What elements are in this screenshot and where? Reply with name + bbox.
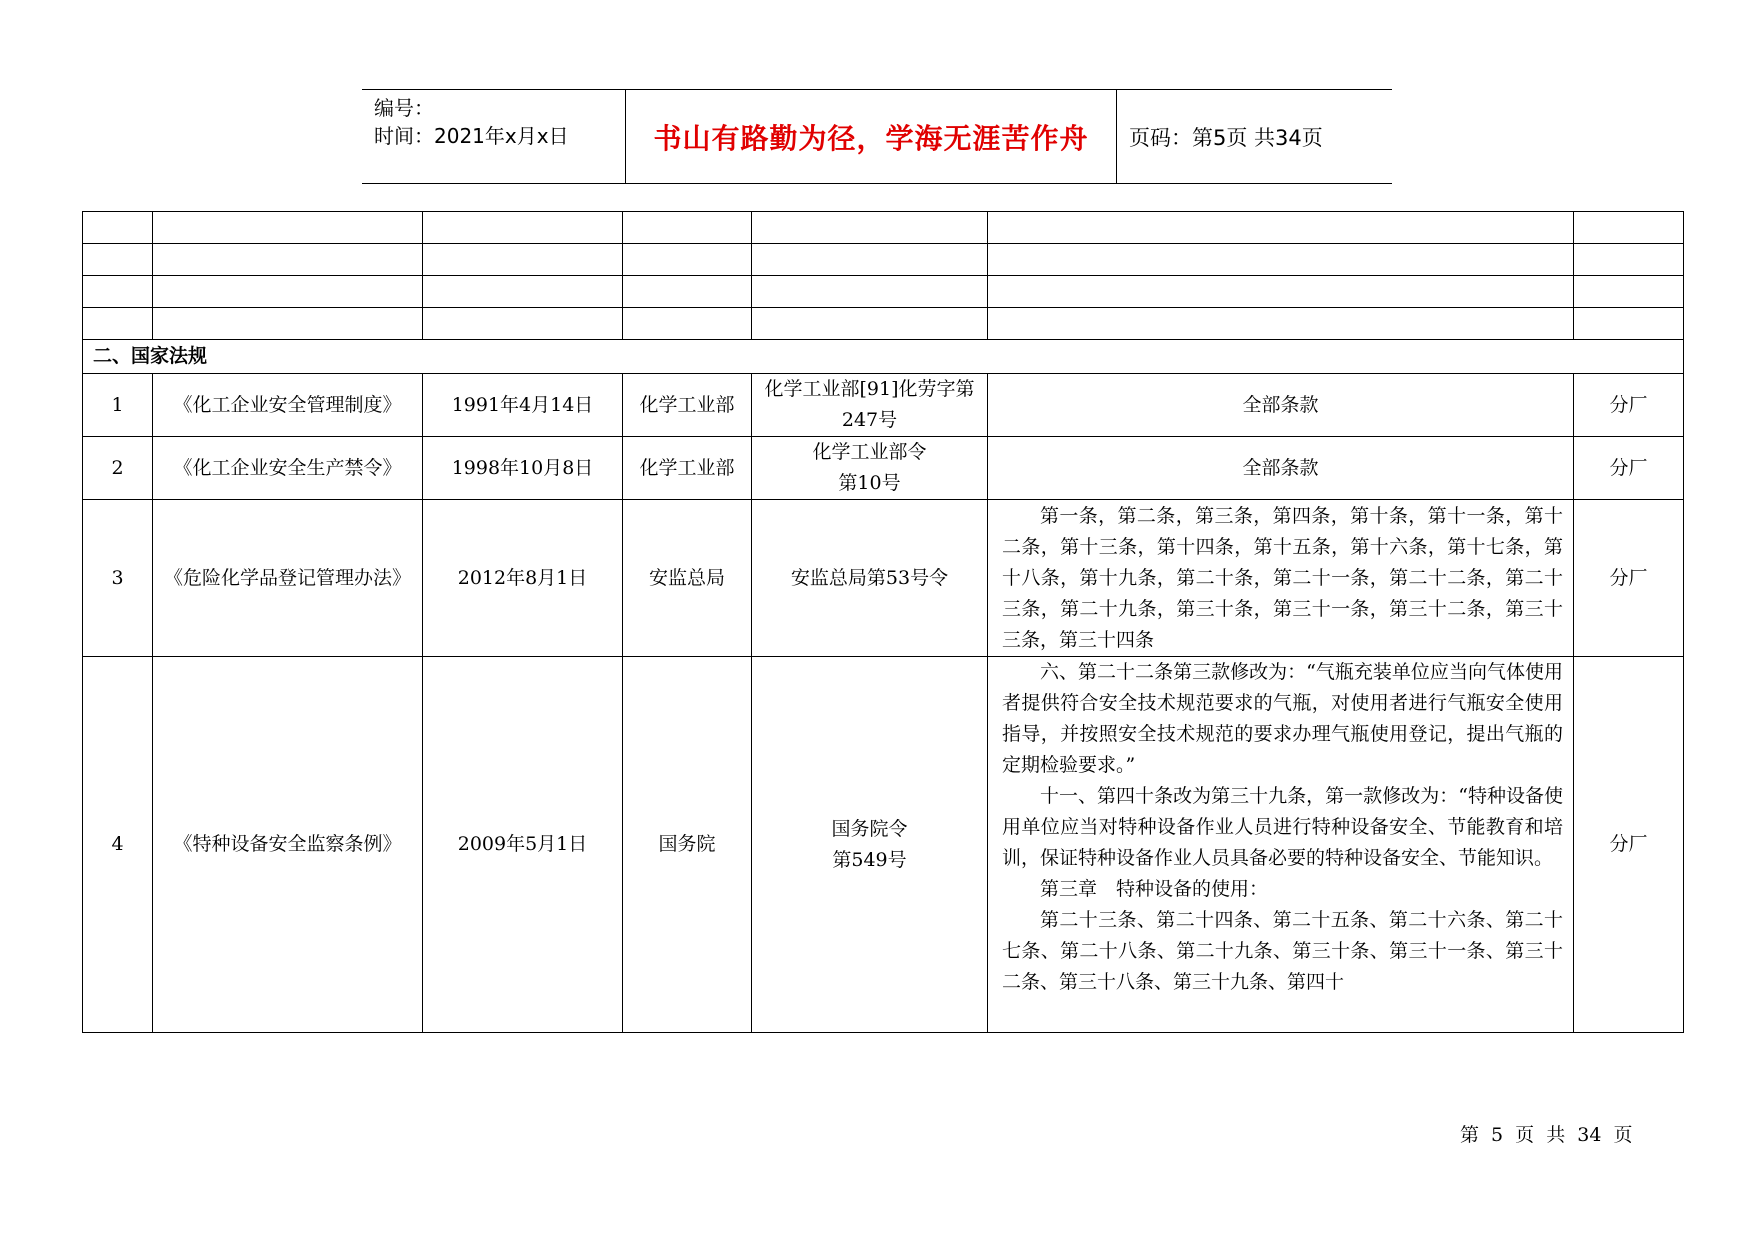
applicable-articles [988,657,1574,1033]
time-label: 时间：2021年x月x日 [374,124,569,148]
responsible-department: 分厂 [1574,657,1684,1033]
blank-row [83,244,1684,276]
responsible-department: 分厂 [1574,437,1684,500]
header-meta [362,90,626,183]
document-number: 化学工业部令 第10号 [752,437,988,500]
article-paragraph: 第一条，第二条，第三条，第四条，第十条，第十一条，第十二条，第十三条，第十四条，第十五条，第十六条，第十七条，第十八条，第十九条，第二十条，第二十一条，第二十二条，第二十三条，第二十九条，第三十条，第三十一条，第三十二条，第三十三条，第三十四条 [1002,504,1563,651]
table-row [83,437,1684,500]
document-number: 安监总局第53号令 [752,500,988,657]
effective-date: 2012年8月1日 [423,500,623,657]
regulation-name: 《化工企业安全管理制度》 [153,374,423,437]
row-number: 1 [83,374,153,437]
article-paragraph: 六、第二十二条第三款修改为：“气瓶充装单位应当向气体使用者提供符合安全技术规范要求的气瓶，对使用者进行气瓶安全使用指导，并按照安全技术规范的要求办理气瓶使用登记，提出气瓶的定期检验要求。” [1002,661,1563,776]
regulation-name: 《化工企业安全生产禁令》 [153,437,423,500]
table-row [83,374,1684,437]
responsible-department: 分厂 [1574,374,1684,437]
document-header [362,89,1392,184]
page-footer: 第 5 页 共 34 页 [1460,1124,1633,1146]
table-row [83,500,1684,657]
effective-date: 1998年10月8日 [423,437,623,500]
applicable-articles [988,500,1574,657]
table-row [83,657,1684,1033]
document-number: 国务院令 第549号 [752,657,988,1033]
issuing-authority: 化学工业部 [623,374,752,437]
blank-row [83,276,1684,308]
article-paragraph: 第三章 特种设备的使用： [1040,878,1269,900]
issuing-authority: 国务院 [623,657,752,1033]
section-row [83,340,1684,374]
page-code: 页码：第5页 共34页 [1129,125,1323,150]
serial-label: 编号： [374,96,434,120]
applicable-articles: 全部条款 [988,374,1574,437]
row-number: 2 [83,437,153,500]
blank-row [83,212,1684,244]
motto: 书山有路勤为径，学海无涯苦作舟 [626,90,1117,183]
issuing-authority: 化学工业部 [623,437,752,500]
regulation-name: 《特种设备安全监察条例》 [153,657,423,1033]
regulation-name: 《危险化学品登记管理办法》 [153,500,423,657]
document-number: 化学工业部[91]化劳字第247号 [752,374,988,437]
effective-date: 1991年4月14日 [423,374,623,437]
article-paragraph: 第二十三条、第二十四条、第二十五条、第二十六条、第二十七条、第二十八条、第二十九条、第三十条、第三十一条、第三十二条、第三十八条、第三十九条、第四十 [1002,909,1563,993]
blank-row [83,308,1684,340]
article-paragraph: 十一、第四十条改为第三十九条，第一款修改为：“特种设备使用单位应当对特种设备作业人员进行特种设备安全、节能教育和培训，保证特种设备作业人员具备必要的特种设备安全、节能知识。 [1002,785,1563,869]
row-number: 4 [83,657,153,1033]
issuing-authority: 安监总局 [623,500,752,657]
responsible-department: 分厂 [1574,500,1684,657]
section-title: 二、国家法规 [83,340,1684,374]
applicable-articles: 全部条款 [988,437,1574,500]
effective-date: 2009年5月1日 [423,657,623,1033]
regulation-table [82,211,1684,1033]
row-number: 3 [83,500,153,657]
